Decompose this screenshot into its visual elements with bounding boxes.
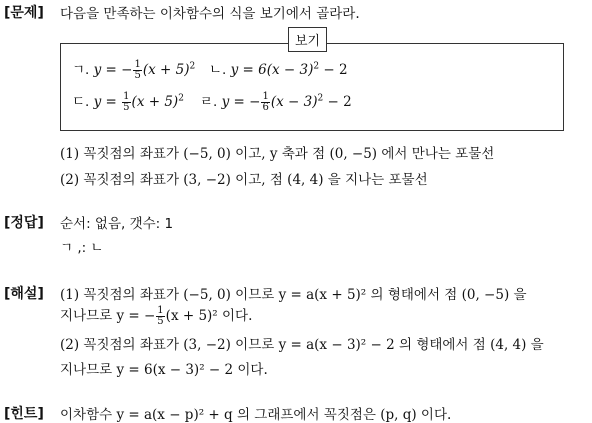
explanation-line-2 — [60, 304, 252, 327]
explanation-line-1: (1) 꼭짓점의 좌표가 (−5, 0) 이므로 y = a(x + 5)² 의 형태에서 점 (0, −5) 을 — [60, 287, 527, 303]
option-a-prefix: y = − — [93, 62, 133, 78]
option-a-label: ㄱ. — [72, 62, 90, 78]
option-d-label: ㄹ. — [200, 94, 218, 110]
explanation-line-4: 지나므로 y = 6(x − 3)² − 2 이다. — [60, 362, 268, 378]
explanation-tag: [해설] — [4, 286, 44, 302]
explanation-line-3: (2) 꼭짓점의 좌표가 (3, −2) 이므로 y = a(x − 3)² − 2 의 형태에서 점 (4, 4) 을 — [60, 337, 544, 353]
option-b-label: ㄴ. — [209, 62, 227, 78]
hint-tag: [힌트] — [4, 406, 44, 422]
option-d-prefix: y = − — [221, 94, 261, 110]
answer-line-2: ㄱ ,: ㄴ — [60, 240, 104, 256]
option-a-exp: 2 — [189, 61, 196, 72]
option-c — [72, 90, 184, 113]
condition-2: (2) 꼭짓점의 좌표가 (3, −2) 이고, 점 (4, 4) 을 지나는 포물선 — [60, 172, 428, 188]
option-c-exp: 2 — [178, 93, 184, 104]
explanation-line-2-pre: 지나므로 y = − — [60, 308, 156, 324]
option-d-exp: 2 — [317, 93, 324, 104]
explanation-line-2-post: (x + 5)² 이다. — [165, 308, 253, 324]
option-a — [72, 58, 195, 81]
option-d-frac: $\frac{1}{6}$ — [262, 91, 269, 113]
answer-tag: [정답] — [4, 215, 44, 231]
answer-line-1: 순서: 없음, 갯수: 1 — [60, 216, 174, 232]
explanation-frac: $\frac{1}{5}$ — [157, 305, 164, 327]
condition-1: (1) 꼭짓점의 좌표가 (−5, 0) 이고, y 축과 점 (0, −5) 에서 만나는 포물선 — [60, 146, 495, 162]
option-a-suffix: (x + 5) — [142, 62, 190, 78]
problem-tag: [문제] — [4, 5, 44, 21]
option-c-frac: $\frac{1}{5}$ — [123, 91, 130, 113]
option-c-label: ㄷ. — [72, 94, 90, 110]
option-b-expr: y = 6(x − 3) — [230, 62, 314, 78]
problem-instruction: 다음을 만족하는 이차함수의 식을 보기에서 골라라. — [60, 6, 360, 22]
option-d-tail: − 2 — [323, 94, 352, 110]
option-d-suffix: (x − 3) — [270, 94, 318, 110]
option-c-prefix: y = — [93, 94, 122, 110]
hint-text: 이차함수 y = a(x − p)² + q 의 그래프에서 꼭짓점은 (p, q) 이다. — [60, 407, 452, 423]
option-c-suffix: (x + 5) — [131, 94, 179, 110]
options-box — [60, 43, 564, 131]
option-a-frac: $\frac{1}{5}$ — [134, 59, 141, 81]
option-b-exp: 2 — [313, 61, 320, 72]
option-b — [209, 58, 348, 78]
options-box-title: 보기 — [288, 27, 327, 52]
option-b-tail: − 2 — [319, 62, 348, 78]
option-d — [200, 90, 352, 113]
